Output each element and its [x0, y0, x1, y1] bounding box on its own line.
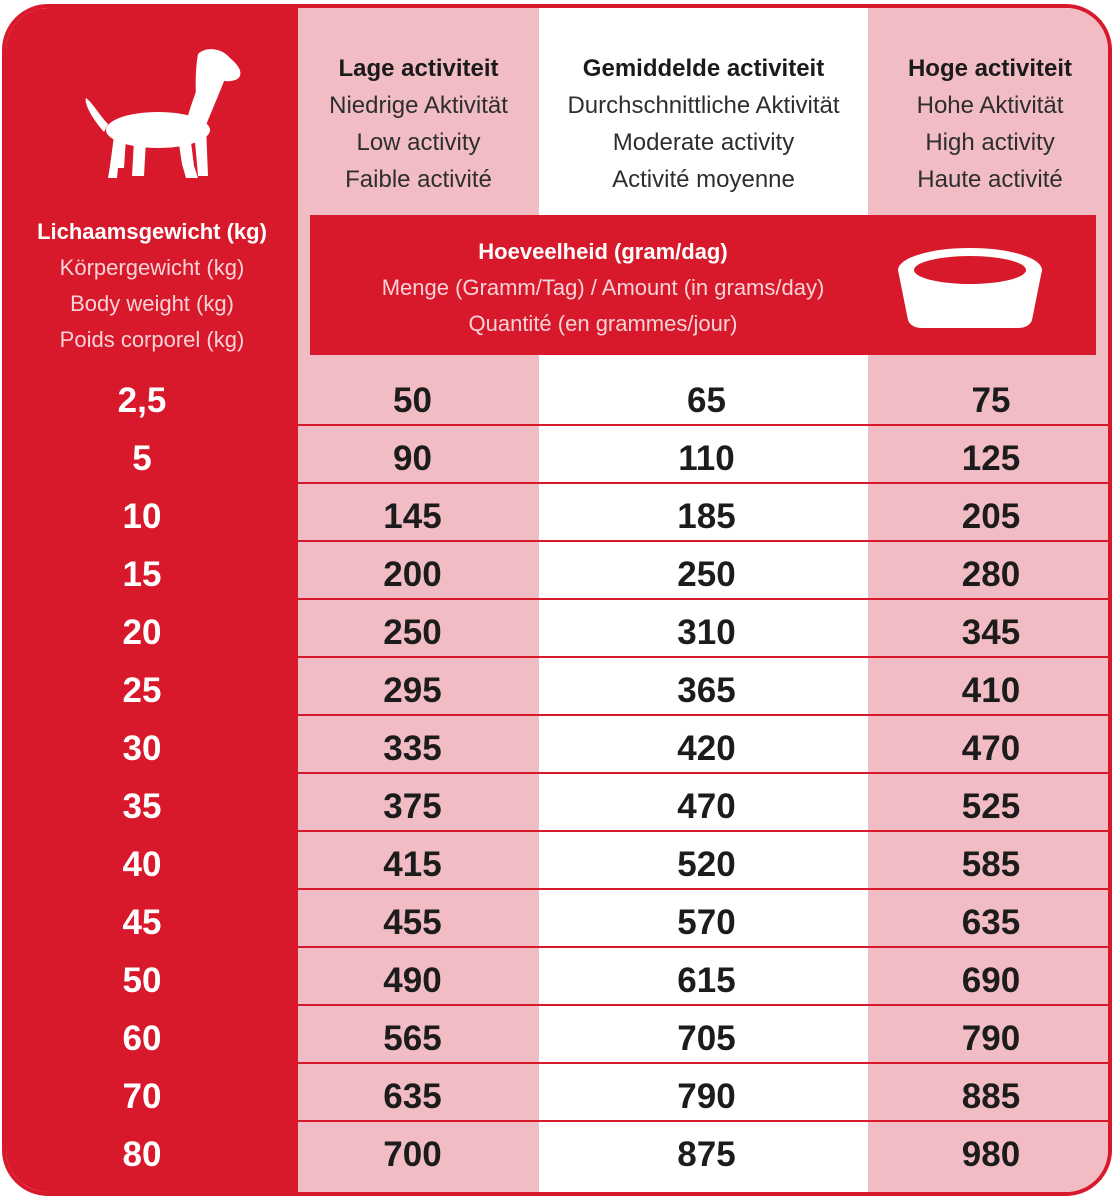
moderate-activity-cell: 420	[677, 729, 736, 768]
header-moderate-nl: Gemiddelde activiteit	[582, 55, 825, 82]
table-row	[6, 368, 1112, 426]
header-moderate-activity	[539, 50, 868, 198]
high-activity-cell: 635	[961, 903, 1021, 942]
high-activity-cell: 205	[961, 497, 1021, 536]
weight-cell: 60	[122, 1019, 162, 1058]
table-row	[6, 542, 1112, 600]
moderate-activity-cell: 250	[677, 555, 736, 594]
high-activity-cell: 690	[961, 961, 1021, 1000]
high-activity-cell: 410	[961, 671, 1021, 710]
low-activity-cell: 295	[383, 671, 442, 710]
low-activity-cell: 700	[383, 1135, 442, 1174]
header-moderate-de: Durchschnittliche Aktivität	[567, 92, 840, 119]
body-weight-nl: Lichaamsgewicht (kg)	[37, 219, 267, 244]
amount-nl: Hoeveelheid (gram/dag)	[478, 239, 728, 264]
weight-cell: 10	[122, 497, 162, 536]
high-activity-cell: 125	[961, 439, 1021, 478]
low-activity-cell: 335	[383, 729, 442, 768]
high-activity-cell: 980	[961, 1135, 1021, 1174]
low-activity-cell: 50	[393, 381, 432, 420]
moderate-activity-cell: 615	[677, 961, 736, 1000]
header-high-fr: Haute activité	[917, 166, 1063, 193]
high-activity-cell: 280	[961, 555, 1021, 594]
moderate-activity-cell: 110	[678, 439, 735, 478]
body-weight-header	[6, 214, 298, 358]
high-activity-cell: 525	[961, 787, 1021, 826]
weight-cell: 50	[122, 961, 162, 1000]
weight-cell: 30	[122, 729, 162, 768]
weight-cell: 5	[132, 439, 152, 478]
table-row	[6, 658, 1112, 716]
header-low-activity	[298, 50, 539, 198]
high-activity-cell: 345	[961, 613, 1021, 652]
high-activity-cell: 470	[961, 729, 1021, 768]
table-row	[6, 948, 1112, 1006]
table-row	[6, 1122, 1112, 1180]
header-low-en: Low activity	[356, 129, 481, 156]
food-bowl-icon	[890, 242, 1050, 328]
table-row	[6, 832, 1112, 890]
low-activity-cell: 375	[383, 787, 442, 826]
body-weight-en: Body weight (kg)	[70, 291, 234, 316]
body-weight-de: Körpergewicht (kg)	[59, 255, 245, 280]
header-moderate-fr: Activité moyenne	[612, 166, 795, 193]
high-activity-cell: 790	[961, 1019, 1021, 1058]
low-activity-cell: 565	[383, 1019, 442, 1058]
weight-cell: 70	[122, 1077, 162, 1116]
weight-cell: 15	[122, 555, 162, 594]
table-row	[6, 716, 1112, 774]
weight-cell: 80	[122, 1135, 162, 1174]
header-low-de: Niedrige Aktivität	[329, 92, 508, 119]
weight-cell: 20	[122, 613, 162, 652]
moderate-activity-cell: 790	[677, 1077, 736, 1116]
low-activity-cell: 90	[393, 439, 432, 478]
header-low-fr: Faible activité	[345, 166, 492, 193]
header-high-en: High activity	[925, 129, 1055, 156]
table-row	[6, 600, 1112, 658]
table-row	[6, 774, 1112, 832]
low-activity-cell: 455	[383, 903, 442, 942]
moderate-activity-cell: 65	[687, 381, 726, 420]
table-row	[6, 426, 1112, 484]
amount-banner	[310, 215, 1096, 355]
table-row	[6, 1064, 1112, 1122]
table-row	[6, 1006, 1112, 1064]
low-activity-cell: 635	[383, 1077, 442, 1116]
body-weight-fr: Poids corporel (kg)	[59, 327, 245, 352]
moderate-activity-cell: 310	[677, 613, 736, 652]
low-activity-cell: 200	[383, 555, 442, 594]
dog-icon	[74, 36, 242, 186]
weight-cell: 45	[122, 903, 162, 942]
header-high-activity	[868, 50, 1112, 198]
moderate-activity-cell: 570	[677, 903, 736, 942]
weight-cell: 25	[122, 671, 162, 710]
amount-de-en: Menge (Gramm/Tag) / Amount (in grams/day)	[381, 275, 825, 300]
header-moderate-en: Moderate activity	[612, 129, 795, 156]
weight-cell: 35	[122, 787, 162, 826]
feeding-table	[2, 4, 1112, 1196]
data-rows	[6, 368, 1112, 1180]
high-activity-cell: 585	[961, 845, 1021, 884]
low-activity-cell: 415	[383, 845, 442, 884]
weight-cell: 40	[122, 845, 162, 884]
moderate-activity-cell: 705	[677, 1019, 736, 1058]
high-activity-cell: 75	[971, 381, 1011, 420]
weight-cell: 2,5	[117, 381, 167, 420]
moderate-activity-cell: 365	[677, 671, 736, 710]
high-activity-cell: 885	[961, 1077, 1021, 1116]
moderate-activity-cell: 520	[677, 845, 736, 884]
moderate-activity-cell: 185	[677, 497, 736, 536]
low-activity-cell: 250	[383, 613, 442, 652]
table-row	[6, 484, 1112, 542]
moderate-activity-cell: 470	[677, 787, 736, 826]
header-high-de: Hohe Aktivität	[916, 92, 1064, 119]
header-low-nl: Lage activiteit	[338, 55, 499, 82]
moderate-activity-cell: 875	[677, 1135, 736, 1174]
table-row	[6, 890, 1112, 948]
low-activity-cell: 145	[383, 497, 442, 536]
header-high-nl: Hoge activiteit	[907, 55, 1073, 82]
low-activity-cell: 490	[383, 961, 442, 1000]
amount-label	[310, 234, 896, 342]
amount-fr: Quantité (en grammes/jour)	[468, 311, 738, 336]
